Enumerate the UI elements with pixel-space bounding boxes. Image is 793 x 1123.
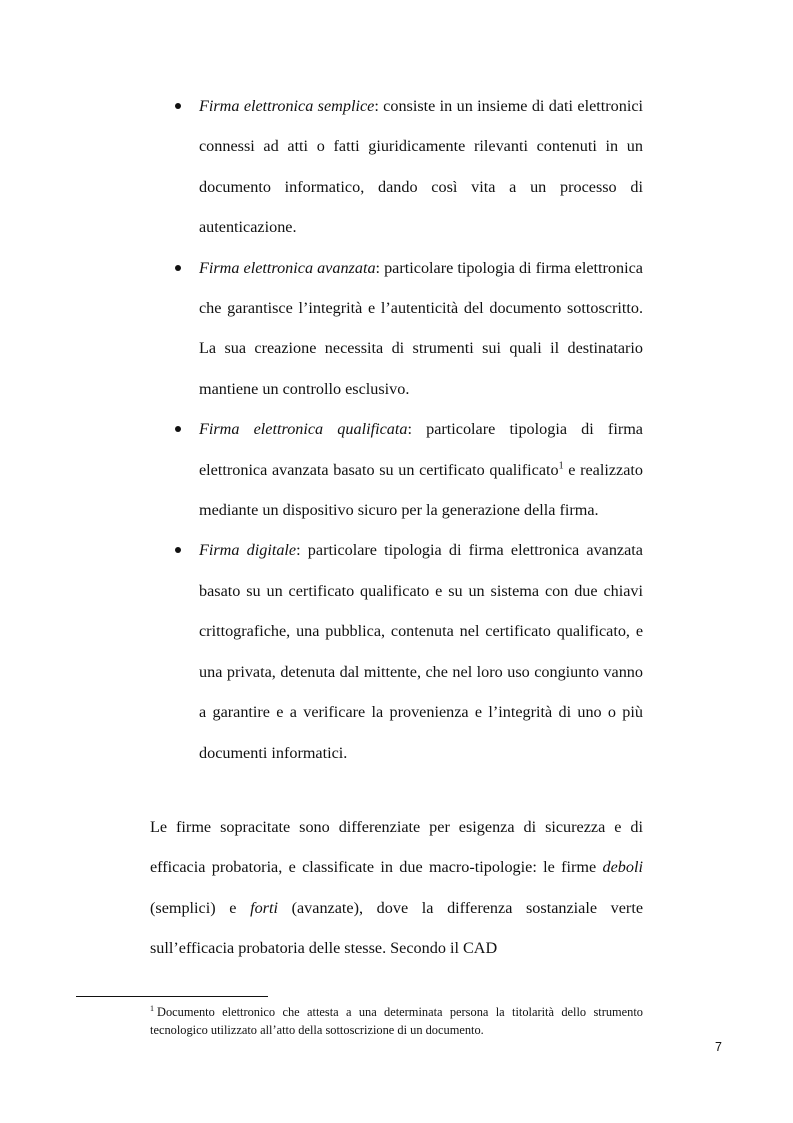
paragraph-text: (semplici) e [150, 898, 251, 917]
definition-text-continued: e realizzato mediante un dispositivo sicuro per la generazione della firma. [199, 460, 644, 520]
definition-text: : particolare tipologia di firma elettronica avanzata basato su un certificato qualificato e su un sistema con due chiavi crittografiche, una pubblica, contenuta nel certificato qualificato, e una privata, detenuta dal mittente, che nel loro uso congiunto vanno a garantire e a verificare la provenienza e l’integrità di uno o più documenti informatici. [199, 541, 643, 762]
list-item [150, 530, 643, 772]
paragraph-text: (avanzate), dove la differenza sostanziale verte sull’efficacia probatoria delle stesse. Secondo il CAD [150, 898, 643, 958]
footnote-number: 1 [150, 1003, 154, 1013]
term-firma-qualificata: Firma elettronica qualificata [199, 420, 408, 439]
bullet-icon [175, 547, 181, 553]
list-item [150, 248, 643, 410]
footnote-text: Documento elettronico che attesta a una determinata persona la titolarità dello strumento tecnologico utilizzato all’atto della sottoscrizione di un documento. [150, 1005, 643, 1037]
bullet-icon [175, 265, 181, 271]
italic-term-deboli: deboli [602, 858, 643, 877]
footnote [150, 1004, 643, 1039]
term-firma-avanzata: Firma elettronica avanzata [199, 258, 376, 277]
signature-types-list [150, 86, 643, 773]
footnote-separator [76, 996, 268, 997]
footnote-reference[interactable]: 1 [558, 460, 564, 472]
page-number: 7 [715, 1040, 722, 1054]
paragraph-text: Le firme sopracitate sono differenziate per esigenza di sicurezza e di efficacia probatoria, e classificate in due macro-tipologie: le firme [150, 818, 643, 877]
bullet-icon [175, 103, 181, 109]
body-paragraph [150, 807, 643, 969]
term-firma-semplice: Firma elettronica semplice [199, 97, 375, 115]
italic-term-forti: forti [250, 898, 278, 917]
definition-text: : consiste in un insieme di dati elettronici connessi ad atti o fatti giuridicamente rilevanti contenuti in un documento informatico, dando così vita a un processo di autenticazione. [199, 97, 644, 237]
list-item [150, 409, 643, 530]
bullet-icon [175, 426, 181, 432]
list-item [150, 86, 643, 248]
definition-text: : particolare tipologia di firma elettronica che garantisce l’integrità e l’autenticità del documento sottoscritto. La sua creazione necessita di strumenti sui quali il destinatario mantiene un controllo esclusivo. [199, 258, 643, 398]
definition-text: : particolare tipologia di firma elettronica avanzata basato su un certificato qualificato [199, 420, 643, 479]
term-firma-digitale: Firma digitale [199, 541, 297, 560]
